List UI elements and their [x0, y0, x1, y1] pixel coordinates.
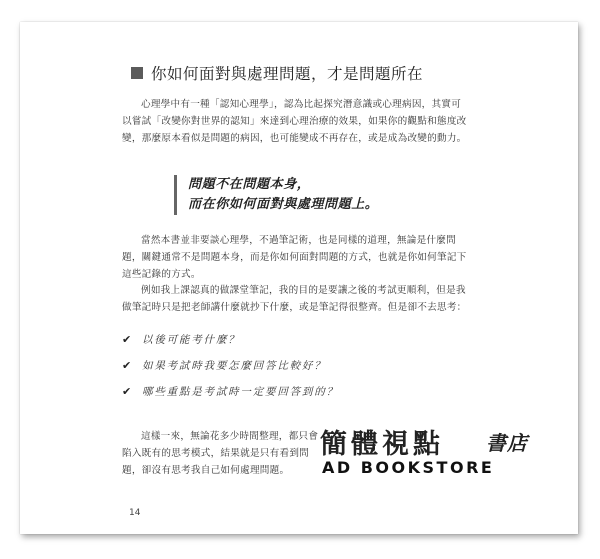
pull-quote-line-1: 問題不在問題本身， — [188, 177, 311, 192]
bookstore-watermark — [320, 424, 580, 484]
square-bullet-icon — [131, 67, 143, 79]
pull-quote-line-2: 而在你如何面對與處理問題上。 — [188, 197, 379, 212]
pull-quote — [174, 175, 378, 215]
section-heading — [131, 62, 423, 84]
checklist-item-text: 以後可能考什麼？ — [142, 334, 241, 346]
section-heading-text: 你如何面對與處理問題，才是問題所在 — [151, 65, 424, 83]
checklist-item — [122, 384, 339, 399]
watermark-english-text: AD BOOKSTORE — [322, 458, 495, 477]
check-icon: ✔ — [122, 385, 134, 398]
checklist-item — [122, 332, 240, 347]
paragraph-2: 當然本書並非要談心理學，不過筆記術，也是同樣的道理，無論是什麼問題，關鍵通常不是問題本身，而是你如何面對問題的方式，也就是你如何筆記下這些記錄的方式。 — [122, 235, 467, 280]
check-icon: ✔ — [122, 359, 134, 372]
paragraph-3: 例如我上課認真的做課堂筆記，我的目的是要讓之後的考試更順利，但是我做筆記時只是把老師講什麼就抄下什麼，或是筆記得很整齊。但是卻不去思考： — [122, 285, 467, 313]
watermark-side-text: 書店 — [486, 431, 528, 455]
paragraph-1: 心理學中有一種「認知心理學」，認為比起探究潛意識或心理病因，其實可以嘗試「改變你對世界的認知」來達到心理治療的效果，如果你的觀點和態度改變，那麼原本看似是問題的病因，也可能變成不再存在，或是成為改變的動力。 — [122, 99, 467, 144]
watermark-main-text: 簡體視點 — [320, 429, 444, 460]
page-number: 14 — [129, 508, 141, 518]
checklist-item-text: 如果考試時我要怎麼回答比較好？ — [142, 360, 327, 372]
checklist-item — [122, 358, 327, 373]
paragraph-4: 這樣一來，無論花多少時間整理，都只會陷入既有的思考模式，結果就是只有看到問題，卻沒有思考我自己如何處理問題。 — [122, 431, 319, 476]
checklist-item-text: 哪些重點是考試時一定要回答到的？ — [142, 386, 339, 398]
check-icon: ✔ — [122, 333, 134, 346]
